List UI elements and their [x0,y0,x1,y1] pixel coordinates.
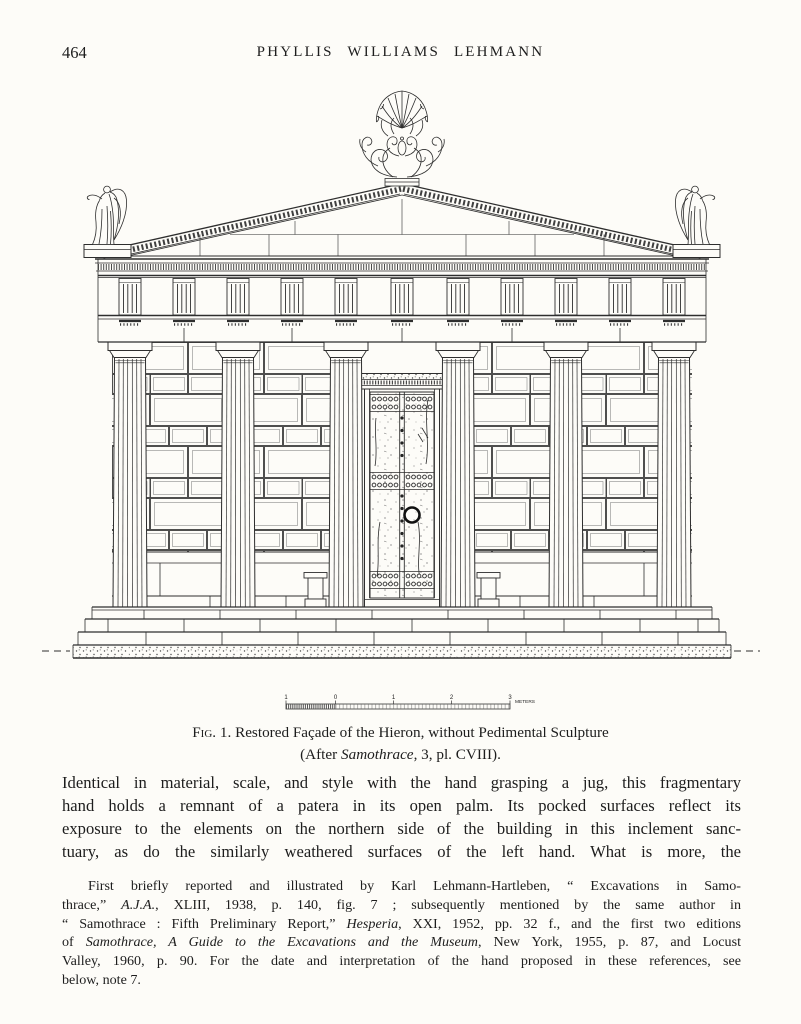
column-5 [544,342,588,607]
pediment [84,184,720,258]
text-segment: hand holds a remnant of a patera in its open palm. Its pocked surfaces reflect its [62,796,741,815]
caption-line-1 [60,722,741,744]
running-header: PHYLLIS WILLIAMS LEHMANN [256,44,545,60]
text-line [62,771,741,794]
text-segment: of [62,934,86,951]
text-segment: Fig. 1. [192,724,232,741]
text-segment: Samothrace [341,745,414,763]
text-line [62,971,741,990]
text-segment: , XLIII, 1938, p. 140, fig. 7 ; subsequently mentioned by the same author in [155,896,742,913]
scale-bar [278,692,548,716]
euthynteria-course [73,645,731,658]
column-4 [436,342,480,607]
right-corner-block [673,245,720,258]
column-1 [108,342,152,607]
scale-tick-label: 0 [333,695,338,701]
text-segment: , XXI, 1952, pp. 32 f., and the first two editions [398,915,741,932]
text-segment: , New York, 1955, p. 87, and Locust [477,934,741,951]
text-segment: Valley, 1960, p. 90. For the date and interpretation of the hand proposed in these references, see [62,953,741,970]
text-segment: (After [300,745,341,763]
text-line [62,952,741,971]
figure-caption [60,722,741,765]
crepidoma-steps [42,607,760,658]
text-segment: exposure to the elements on the northern side of the building in this inclement sanc- [62,819,741,838]
text-segment: A.J.A. [121,896,156,913]
text-segment: Identical in material, scale, and style with the hand grasping a jug, this fragmentary [62,773,741,792]
scale-tick-label: 2 [449,695,454,701]
caption-line-2 [60,744,741,766]
footnote [62,877,741,990]
column-2 [216,342,260,607]
page-number: 464 [62,43,87,62]
text-line [62,933,741,952]
scale-tick-label: 3 [508,695,512,701]
left-corner-block [84,245,131,258]
text-segment: , 3, pl. CVIII). [413,745,501,763]
temple-facade-drawing [40,82,762,670]
text-segment: First briefly reported and illustrated by Karl Lehmann-Hartleben, “ Excavations in Samo- [88,878,741,894]
text-segment: Hesperia [346,915,399,932]
column-6 [652,342,696,607]
text-segment: Restored Façade of the Hieron, without Pedimental Sculpture [231,724,609,741]
left-acroterion-nike [87,186,126,244]
central-acroterion-palmette [360,91,445,186]
text-line [62,817,741,840]
door-leaves [370,392,434,598]
text-segment: Samothrace, A Guide to the Excavations and the Museum [85,934,478,951]
text-segment: below, note 7. [62,971,141,988]
column-3 [324,342,368,607]
scale-unit-label: METERS [515,700,535,705]
text-line [62,915,741,934]
text-line [62,896,741,915]
text-line [62,877,741,896]
right-acroterion-nike [675,186,714,244]
body-paragraph [62,771,741,863]
text-line [62,840,741,863]
scale-tick-label: 1 [391,695,396,701]
text-segment: “ Samothrace : Fifth Preliminary Report,” [62,915,347,932]
text-segment: thrace,” [62,896,122,913]
text-line [62,794,741,817]
scale-tick-label: 1 [284,695,288,701]
text-segment: tuary, as do the similarly weathered surfaces of the left hand. What is more, the [62,842,741,861]
entablature [95,259,709,342]
